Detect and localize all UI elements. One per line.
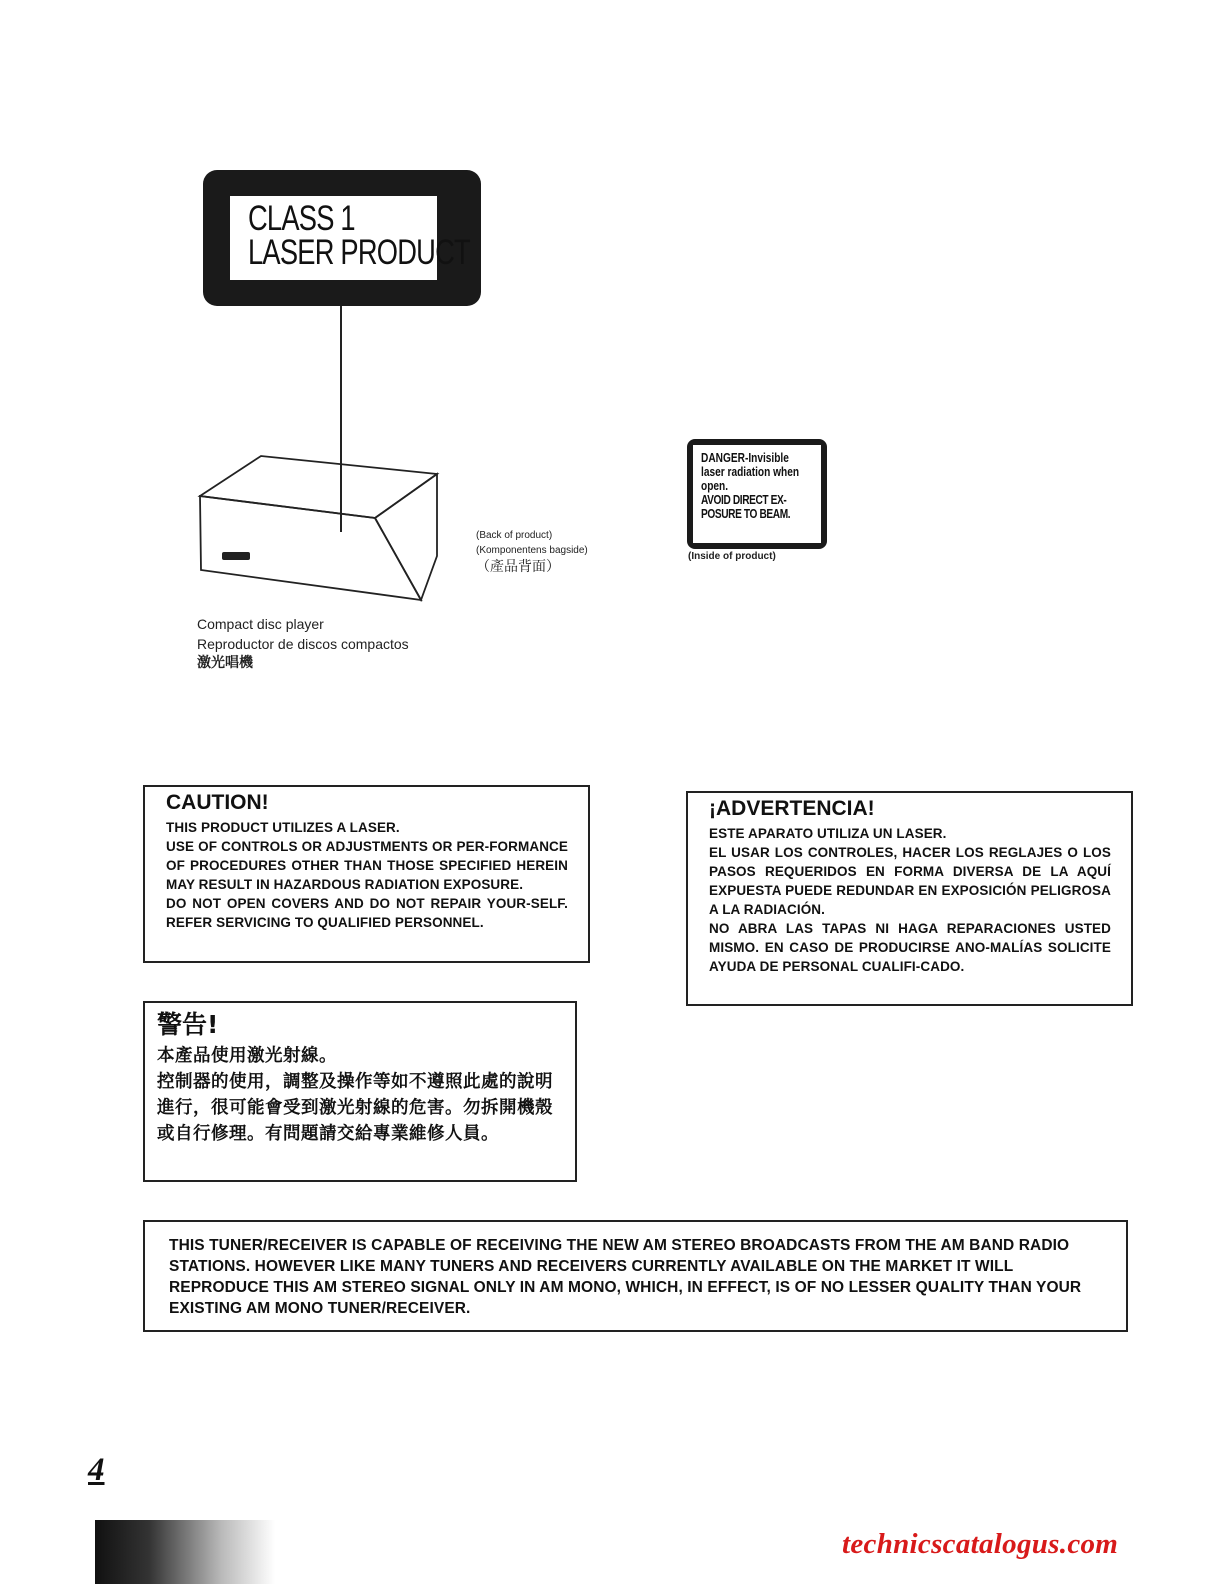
inside-of-product-caption: (Inside of product)	[688, 551, 776, 562]
danger-line-4: AVOID DIRECT EX-	[701, 492, 787, 507]
danger-line-3: open.	[701, 478, 729, 493]
danger-line-2: laser radiation when	[701, 464, 800, 479]
chinese-warning-paragraph-2: 控制器的使用，調整及操作等如不遵照此處的說明進行，很可能會受到激光射線的危害。勿拆開機殼或自行修理。有問題請交給專業維修人員。	[157, 1072, 553, 1144]
back-of-product-caption	[476, 528, 588, 576]
device-caption	[197, 614, 409, 672]
chinese-warning-paragraph-1: 本產品使用激光射線。	[157, 1046, 337, 1066]
player-logo-badge	[222, 552, 250, 560]
class-1-laser-label	[203, 170, 481, 306]
danger-label-inner	[693, 445, 821, 543]
danger-laser-label	[687, 439, 827, 549]
player-top-face	[200, 456, 437, 518]
caution-paragraph-3: DO NOT OPEN COVERS AND DO NOT REPAIR YOUR-SELF. REFER SERVICING TO QUALIFIED PERSONNEL.	[166, 896, 568, 930]
class-1-laser-label-inner	[230, 196, 470, 280]
back-caption-en: (Back of product)	[476, 530, 553, 541]
am-stereo-notice-box	[143, 1220, 1128, 1332]
player-side-face	[375, 474, 437, 600]
advertencia-paragraph-3: NO ABRA LAS TAPAS NI HAGA REPARACIONES USTED MISMO. EN CASO DE PRODUCIRSE ANO-MALÍAS SOLICITE AYUDA DE PERSONAL CUALIFI-CADO.	[709, 921, 1111, 974]
danger-line-5: POSURE TO BEAM.	[701, 506, 791, 521]
device-caption-en: Compact disc player	[197, 616, 324, 632]
caution-paragraph-2: USE OF CONTROLS OR ADJUSTMENTS OR PER-FORMANCE OF PROCEDURES OTHER THAN THOSE SPECIFIED HEREIN MAY RESULT IN HAZARDOUS RADIATION EXPOSURE.	[166, 839, 568, 892]
class-label-line-1: CLASS 1	[248, 199, 355, 238]
page-number: 4	[88, 1452, 105, 1488]
device-caption-zh: 激光唱機	[197, 655, 253, 671]
advertencia-title: ¡ADVERTENCIA!	[709, 797, 875, 820]
back-caption-da: (Komponentens bagside)	[476, 545, 588, 556]
danger-line-1: DANGER-Invisible	[701, 450, 789, 465]
caution-box	[143, 785, 590, 963]
back-caption-zh: （產品背面）	[476, 559, 560, 575]
cd-player-illustration	[195, 452, 445, 604]
am-stereo-notice-text: THIS TUNER/RECEIVER IS CAPABLE OF RECEIVING THE NEW AM STEREO BROADCASTS FROM THE AM BAND RADIO STATIONS. HOWEVER LIKE MANY TUNERS AND RECEIVERS CURRENTLY AVAILABLE ON THE MARKET IT WILL REPRODUCE THIS AM STEREO SIGNAL ONLY IN AM MONO, WHICH, IN EFFECT, IS OF NO LESSER QUALITY THAN YOUR EXISTING AM MONO TUNER/RECEIVER.	[169, 1237, 1082, 1317]
scan-edge-smudge	[95, 1520, 275, 1584]
device-caption-es: Reproductor de discos compactos	[197, 636, 409, 652]
chinese-warning-title: 警告!	[157, 1010, 219, 1039]
advertencia-box	[686, 791, 1133, 1006]
caution-title: CAUTION!	[166, 791, 269, 814]
advertencia-paragraph-2: EL USAR LOS CONTROLES, HACER LOS REGLAJES O LOS PASOS REQUERIDOS EN FORMA DIVERSA DE LA AQUÍ EXPUESTA PUEDE REDUNDAR EN EXPOSICIÓN PELIGROSA A LA RADIACIÓN.	[709, 845, 1111, 917]
caution-paragraph-1: THIS PRODUCT UTILIZES A LASER.	[166, 820, 400, 835]
advertencia-paragraph-1: ESTE APARATO UTILIZA UN LASER.	[709, 826, 947, 841]
class-label-line-2: LASER PRODUCT	[248, 233, 470, 272]
chinese-warning-box	[143, 1001, 577, 1182]
footer-website-link[interactable]: technicscatalogus.com	[842, 1528, 1119, 1560]
player-front-face	[200, 496, 421, 600]
